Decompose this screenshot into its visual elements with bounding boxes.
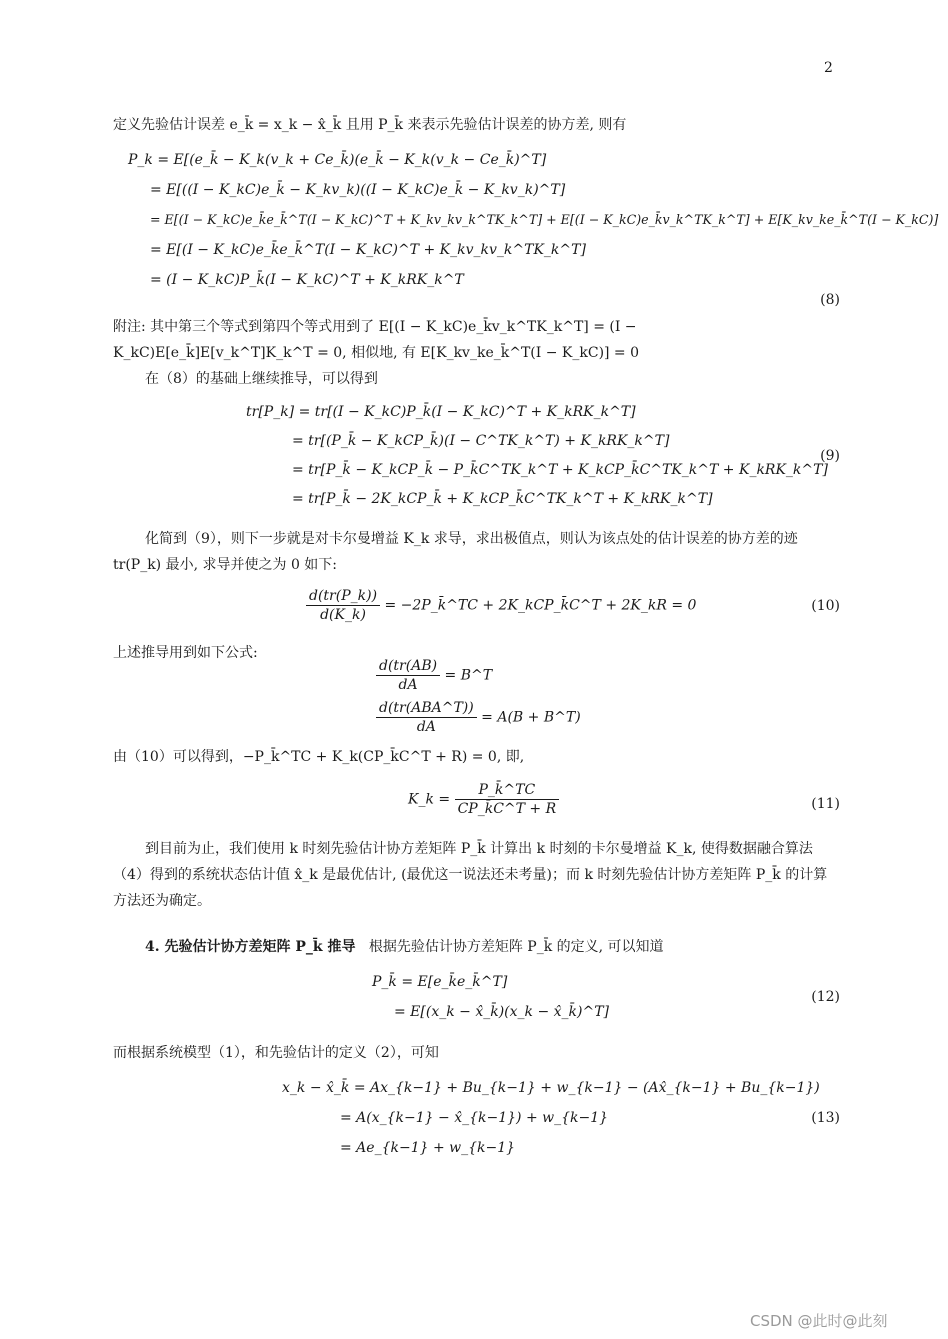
eq8-line-2: = E[((I − K_kC)e_k̄ − K_kv_k)((I − K_kC)e_k̄ − K_kv_k)^T]	[150, 182, 566, 198]
eq8-line-5: = (I − K_kC)P_k̄(I − K_kC)^T + K_kRK_k^T	[150, 272, 464, 288]
eq11-numerator: P_k̄^TC	[455, 782, 560, 800]
eq12-line-2: = E[(x_k − x̂_k̄)(x_k − x̂_k̄)^T]	[394, 1004, 610, 1020]
note-paragraph: 附注: 其中第三个等式到第四个等式用到了 E[(I − K_kC)e_k̄v_k^TK_k^T] = (I − K_kC)E[e_k̄]E[v_k^T]K_k^T = 0, 相似地, 有 E[K_kv_ke_k̄^T(I − K_kC)] = 0	[113, 319, 640, 361]
model-paragraph: 而根据系统模型（1），和先验估计的定义（2），可知	[113, 1045, 439, 1061]
formula-a-rhs: = B^T	[444, 667, 493, 684]
eq8-number: (8)	[820, 292, 840, 308]
eq11-denominator: CP_k̄C^T + R	[457, 801, 557, 817]
eq11-lhs: K_k =	[408, 791, 451, 808]
eq13-line-2: = A(x_{k−1} − x̂_{k−1}) + w_{k−1}	[340, 1110, 609, 1126]
eq13-number: (13)	[811, 1110, 840, 1126]
continue-paragraph: 在（8）的基础上继续推导，可以得到	[145, 371, 378, 387]
eq10-numerator: d(tr(P_k))	[306, 588, 380, 606]
page-number: 2	[824, 60, 833, 76]
section-4-text: 根据先验估计协方差矩阵 P_k̄ 的定义, 可以知道	[368, 939, 664, 955]
eq8-line-3: = E[(I − K_kC)e_k̄e_k̄^T(I − K_kC)^T + K_kv_kv_k^TK_k^T] + E[(I − K_kC)e_k̄v_k^TK_k^T] + E[K_kv_ke_k̄^T(I − K_kC)]	[150, 212, 939, 227]
eq9-number: (9)	[820, 448, 840, 464]
eq10-fraction	[306, 588, 380, 623]
section-4	[113, 934, 838, 960]
eq9-line-1: tr[P_k] = tr[(I − K_kC)P_k̄(I − K_kC)^T + K_kRK_k^T]	[246, 404, 636, 420]
eq13-line-1: x_k − x̂_k̄ = Ax_{k−1} + Bu_{k−1} + w_{k−1} − (Ax̂_{k−1} + Bu_{k−1})	[282, 1080, 820, 1096]
intro-line: 定义先验估计误差 e_k̄ = x_k − x̂_k̄ 且用 P_k̄ 来表示先验估计误差的协方差, 则有	[113, 117, 627, 133]
formula-b-denominator: dA	[416, 719, 436, 735]
summary-paragraph: 到目前为止，我们使用 k 时刻先验估计协方差矩阵 P_k̄ 计算出 k 时刻的卡尔曼增益 K_k, 使得数据融合算法（4）得到的系统状态估计值 x̂_k 是最优估计, (最优这一说法还未考量)；而 k 时刻先验估计协方差矩阵 P_k̄ 的计算方法还为确定。	[113, 841, 828, 909]
formula-b-rhs: = A(B + B^T)	[481, 709, 581, 726]
section-4-heading: 4. 先验估计协方差矩阵 P_k̄ 推导	[145, 939, 356, 955]
eq9-line-4: = tr[P_k̄ − 2K_kCP_k̄ + K_kCP_k̄C^TK_k^T + K_kRK_k^T]	[292, 491, 713, 507]
eq9-line-3: = tr[P_k̄ − K_kCP_k̄ − P_k̄C^TK_k^T + K_kCP_k̄C^TK_k^T + K_kRK_k^T]	[292, 462, 828, 478]
eq13-line-3: = Ae_{k−1} + w_{k−1}	[340, 1140, 516, 1156]
watermark: CSDN @此时@此刻	[750, 1312, 888, 1330]
eq9-line-2: = tr[(P_k̄ − K_kCP_k̄)(I − C^TK_k^T) + K_kRK_k^T]	[292, 433, 670, 449]
eq11-number: (11)	[811, 796, 840, 812]
eq12-line-1: P_k̄ = E[e_k̄e_k̄^T]	[372, 974, 508, 990]
formula-intro: 上述推导用到如下公式:	[113, 645, 258, 661]
eq10-number: (10)	[811, 598, 840, 614]
eq10-rhs: = −2P_k̄^TC + 2K_kCP_k̄C^T + 2K_kR = 0	[384, 597, 697, 614]
eq8-line-4: = E[(I − K_kC)e_k̄e_k̄^T(I − K_kC)^T + K_kv_kv_k^TK_k^T]	[150, 242, 586, 258]
formula-a-numerator: d(tr(AB)	[376, 658, 440, 676]
eq10-denominator: d(K_k)	[320, 607, 366, 623]
formula-b-numerator: d(tr(ABA^T))	[376, 700, 477, 718]
formula-a-denominator: dA	[398, 677, 418, 693]
eq8-line-1: P_k = E[(e_k̄ − K_k(v_k + Ce_k̄)(e_k̄ − K_k(v_k − Ce_k̄)^T]	[128, 152, 547, 168]
simplify-paragraph: 化简到（9），则下一步就是对卡尔曼增益 K_k 求导，求出极值点，则认为该点处的估计误差的协方差的迹 tr(P_k) 最小, 求导并使之为 0 如下:	[113, 531, 798, 573]
from-10-paragraph: 由（10）可以得到，−P_k̄^TC + K_k(CP_k̄C^T + R) = 0, 即,	[113, 749, 525, 765]
eq12-number: (12)	[811, 989, 840, 1005]
